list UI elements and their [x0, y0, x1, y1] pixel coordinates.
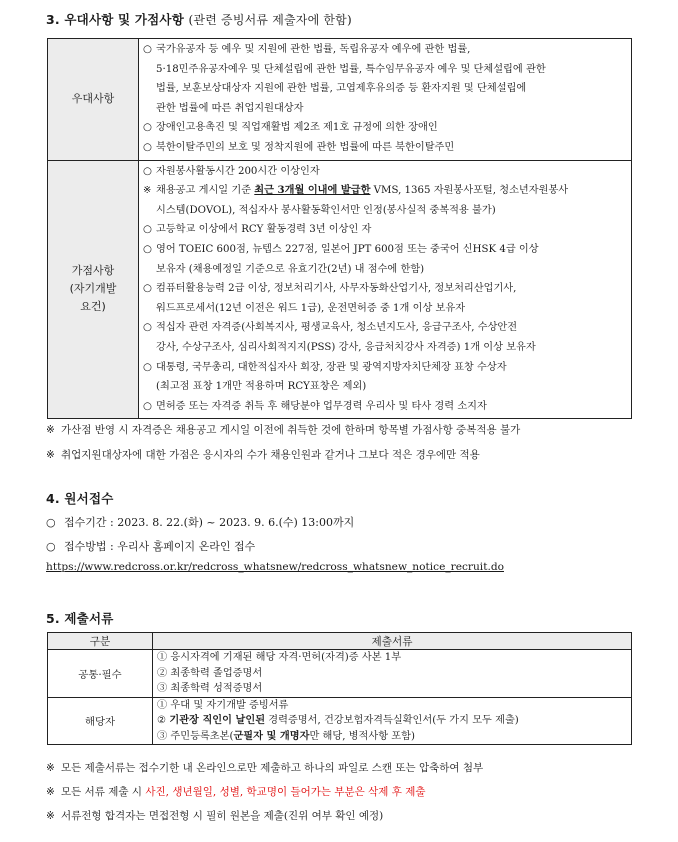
preference-line: 법률, 보훈보상대상자 지원에 관한 법률, 고엽제후유의증 등 환자지원 및 단체설립에 — [156, 83, 527, 95]
bullet — [143, 60, 156, 80]
note-mark: ※ — [46, 762, 55, 774]
preference-line: 장애인고용촉진 및 직업재활법 제2조 제1호 규정에 의한 장애인 — [156, 122, 438, 134]
bonus-content — [139, 160, 632, 419]
note-text: 모든 제출서류는 접수기한 내 온라인으로만 제출하고 하나의 파일로 스캔 또는 압축하여 첨부 — [61, 762, 484, 774]
bonus-label-sub: 요건) — [80, 300, 106, 314]
note-text: 가산점 반영 시 자격증은 채용공고 게시일 이전에 취득한 것에 한하며 항목별 가점사항 중복적용 불가 — [61, 424, 521, 436]
bonus-line: 워드프로세서(12년 이전은 워드 1급), 운전면허증 중 1개 이상 보유자 — [156, 302, 466, 314]
red-warning-text: 사진, 생년월일, 성별, 학교명이 들어가는 부분은 삭제 후 제출 — [145, 786, 426, 798]
preference-label-cell — [48, 39, 139, 161]
bullet: ○ — [143, 243, 152, 255]
header-documents: 제출서류 — [153, 633, 632, 650]
period-text: 접수기간 : 2023. 8. 22.(화) ~ 2023. 9. 6.(수) 13:00까지 — [64, 516, 355, 529]
bonus-line: 면허증 또는 자격증 취득 후 해당분야 업무경력 우리사 및 타사 경력 소지자 — [156, 400, 487, 412]
preference-line: 관한 법률에 따른 취업지원대상자 — [156, 102, 304, 114]
method-text: 접수방법 : 우리사 홈페이지 온라인 접수 — [64, 540, 256, 553]
bonus-line: 컴퓨터활용능력 2급 이상, 정보처리기사, 사무자동화산업기사, 정보처리산업기사, — [156, 283, 517, 295]
category-applicable: 해당자 — [48, 697, 153, 745]
bullet: ○ — [143, 165, 152, 177]
preference-line: 5·18민주유공자예우 및 단체설립에 관한 법률, 특수임무유공자 예우 및 단체설립에 관한 — [156, 63, 546, 75]
bullet: ○ — [46, 516, 56, 529]
section5-note — [46, 784, 426, 799]
bonus-line — [156, 181, 627, 201]
section3-note — [46, 422, 520, 437]
bullet: ○ — [143, 322, 152, 334]
bullet — [143, 79, 156, 99]
category-common: 공통·필수 — [48, 650, 153, 698]
document-item — [157, 729, 627, 745]
document-item: ② 최종학력 졸업증명서 — [157, 667, 263, 679]
bullet: ○ — [143, 224, 152, 236]
note-mark: ※ — [143, 185, 152, 197]
document-item: ① 우대 및 자기개발 증빙서류 — [157, 699, 289, 711]
recruit-notice-link[interactable]: https://www.redcross.or.kr/redcross_whatsnew/redcross_whatsnew_notice_recruit.do — [46, 561, 504, 573]
section5-note — [46, 808, 383, 823]
bold-emphasis: 기관장 직인이 날인된 — [169, 714, 266, 726]
section4-title — [46, 489, 114, 507]
note-mark: ※ — [46, 786, 55, 798]
section5-heading: 5. 제출서류 — [46, 611, 114, 626]
header-category: 구분 — [48, 633, 153, 650]
document-item: ① 응시자격에 기재된 해당 자격·면허(자격)증 사본 1부 — [157, 652, 402, 663]
bonus-line: 대통령, 국무총리, 대한적십자사 회장, 장관 및 광역지방자치단체장 표창 수상자 — [156, 361, 507, 373]
bonus-line: 고등학교 이상에서 RCY 활동경력 3년 이상인 자 — [156, 224, 372, 236]
bullet: ○ — [46, 540, 56, 553]
bonus-line-text: 채용공고 게시일 기준 — [156, 185, 255, 197]
application-method — [46, 538, 255, 554]
preference-table — [47, 38, 632, 419]
section3-title — [46, 10, 352, 28]
preference-row — [48, 39, 632, 161]
note-text: 취업지원대상자에 대한 가점은 응시자의 수가 채용인원과 같거나 그보다 적은 경우에만 적용 — [61, 449, 480, 461]
bonus-line: 시스템(DOVOL), 적십자사 봉사활동확인서만 인정(봉사실적 중복적용 불가) — [156, 204, 496, 216]
bullet: ○ — [143, 141, 152, 153]
note-mark: ※ — [46, 424, 55, 436]
bonus-line: 강사, 수상구조사, 심리사회적지지(PSS) 강사, 응급처치강사 자격증) 1개 이상 보유자 — [156, 341, 536, 353]
bullet — [143, 377, 156, 397]
bold-emphasis: 군필자 및 개명자 — [233, 729, 310, 742]
bullet: ○ — [143, 400, 152, 412]
preference-line: 북한이탈주민의 보호 및 정착지원에 관한 법률에 따른 북한이탈주민 — [156, 141, 455, 153]
section5-title — [46, 609, 114, 627]
bullet — [143, 338, 156, 358]
section5-note — [46, 760, 483, 775]
bullet: ○ — [143, 122, 152, 134]
bonus-line: 적십자 관련 자격증(사회복지사, 평생교육사, 청소년지도사, 응급구조사, 수상안전 — [156, 322, 518, 334]
documents-header-row — [48, 633, 632, 650]
item-number: ② — [157, 715, 170, 726]
bonus-line: 자원봉사활동시간 200시간 이상인자 — [156, 165, 320, 177]
bonus-row — [48, 160, 632, 419]
bonus-label-sub: (자기개발 — [69, 282, 117, 296]
bullet — [143, 260, 156, 280]
bullet: ○ — [143, 283, 152, 295]
bonus-line: (최고점 표창 1개만 적용하며 RCY표창은 제외) — [156, 381, 367, 393]
bullet — [143, 99, 156, 119]
preference-line: 국가유공자 등 예우 및 지원에 관한 법률, 독립유공자 예우에 관한 법률, — [156, 44, 471, 55]
applicable-documents — [153, 697, 632, 745]
preference-content — [139, 39, 632, 161]
section3-subtitle: (관련 증빙서류 제출자에 한함) — [188, 13, 352, 27]
note-mark: ※ — [46, 810, 55, 822]
application-period — [46, 514, 354, 530]
bonus-line: 보유자 (채용예정일 기준으로 유효기간(2년) 내 점수에 한함) — [156, 263, 425, 275]
bonus-line-text: VMS, 1365 자원봉사포털, 청소년자원봉사 — [370, 185, 569, 197]
note-mark: ※ — [46, 449, 55, 461]
section4-heading: 4. 원서접수 — [46, 491, 114, 506]
section3-note — [46, 447, 480, 462]
bullet — [143, 201, 156, 221]
document-item: ③ 최종학력 성적증명서 — [157, 683, 263, 694]
bullet: ○ — [143, 44, 152, 55]
document-item — [157, 713, 627, 729]
item-text: 만 해당, 병적사항 포함) — [309, 730, 415, 742]
section3-heading: 3. 우대사항 및 가점사항 — [46, 12, 184, 27]
item-text: 경력증명서, 건강보험자격득실확인서(두 가지 모두 제출) — [265, 715, 519, 726]
note-text: 모든 서류 제출 시 — [61, 786, 146, 798]
bonus-label-cell — [48, 160, 139, 419]
documents-row-common — [48, 650, 632, 698]
bonus-label: 가점사항 — [71, 264, 115, 278]
note-text: 서류전형 합격자는 면접전형 시 필히 원본을 제출(진위 여부 확인 예정) — [61, 810, 384, 822]
common-documents — [153, 650, 632, 698]
bonus-line: 영어 TOEIC 600점, 뉴텝스 227점, 일본어 JPT 600점 또는 중국어 신HSK 4급 이상 — [156, 243, 539, 255]
preference-label: 우대사항 — [71, 92, 115, 106]
bullet: ○ — [143, 361, 152, 373]
item-text: ③ 주민등록초본( — [157, 730, 234, 742]
bullet — [143, 299, 156, 319]
documents-table — [47, 632, 632, 745]
documents-row-applicable — [48, 697, 632, 745]
underlined-emphasis: 최근 3개월 이내에 발급한 — [254, 184, 371, 197]
